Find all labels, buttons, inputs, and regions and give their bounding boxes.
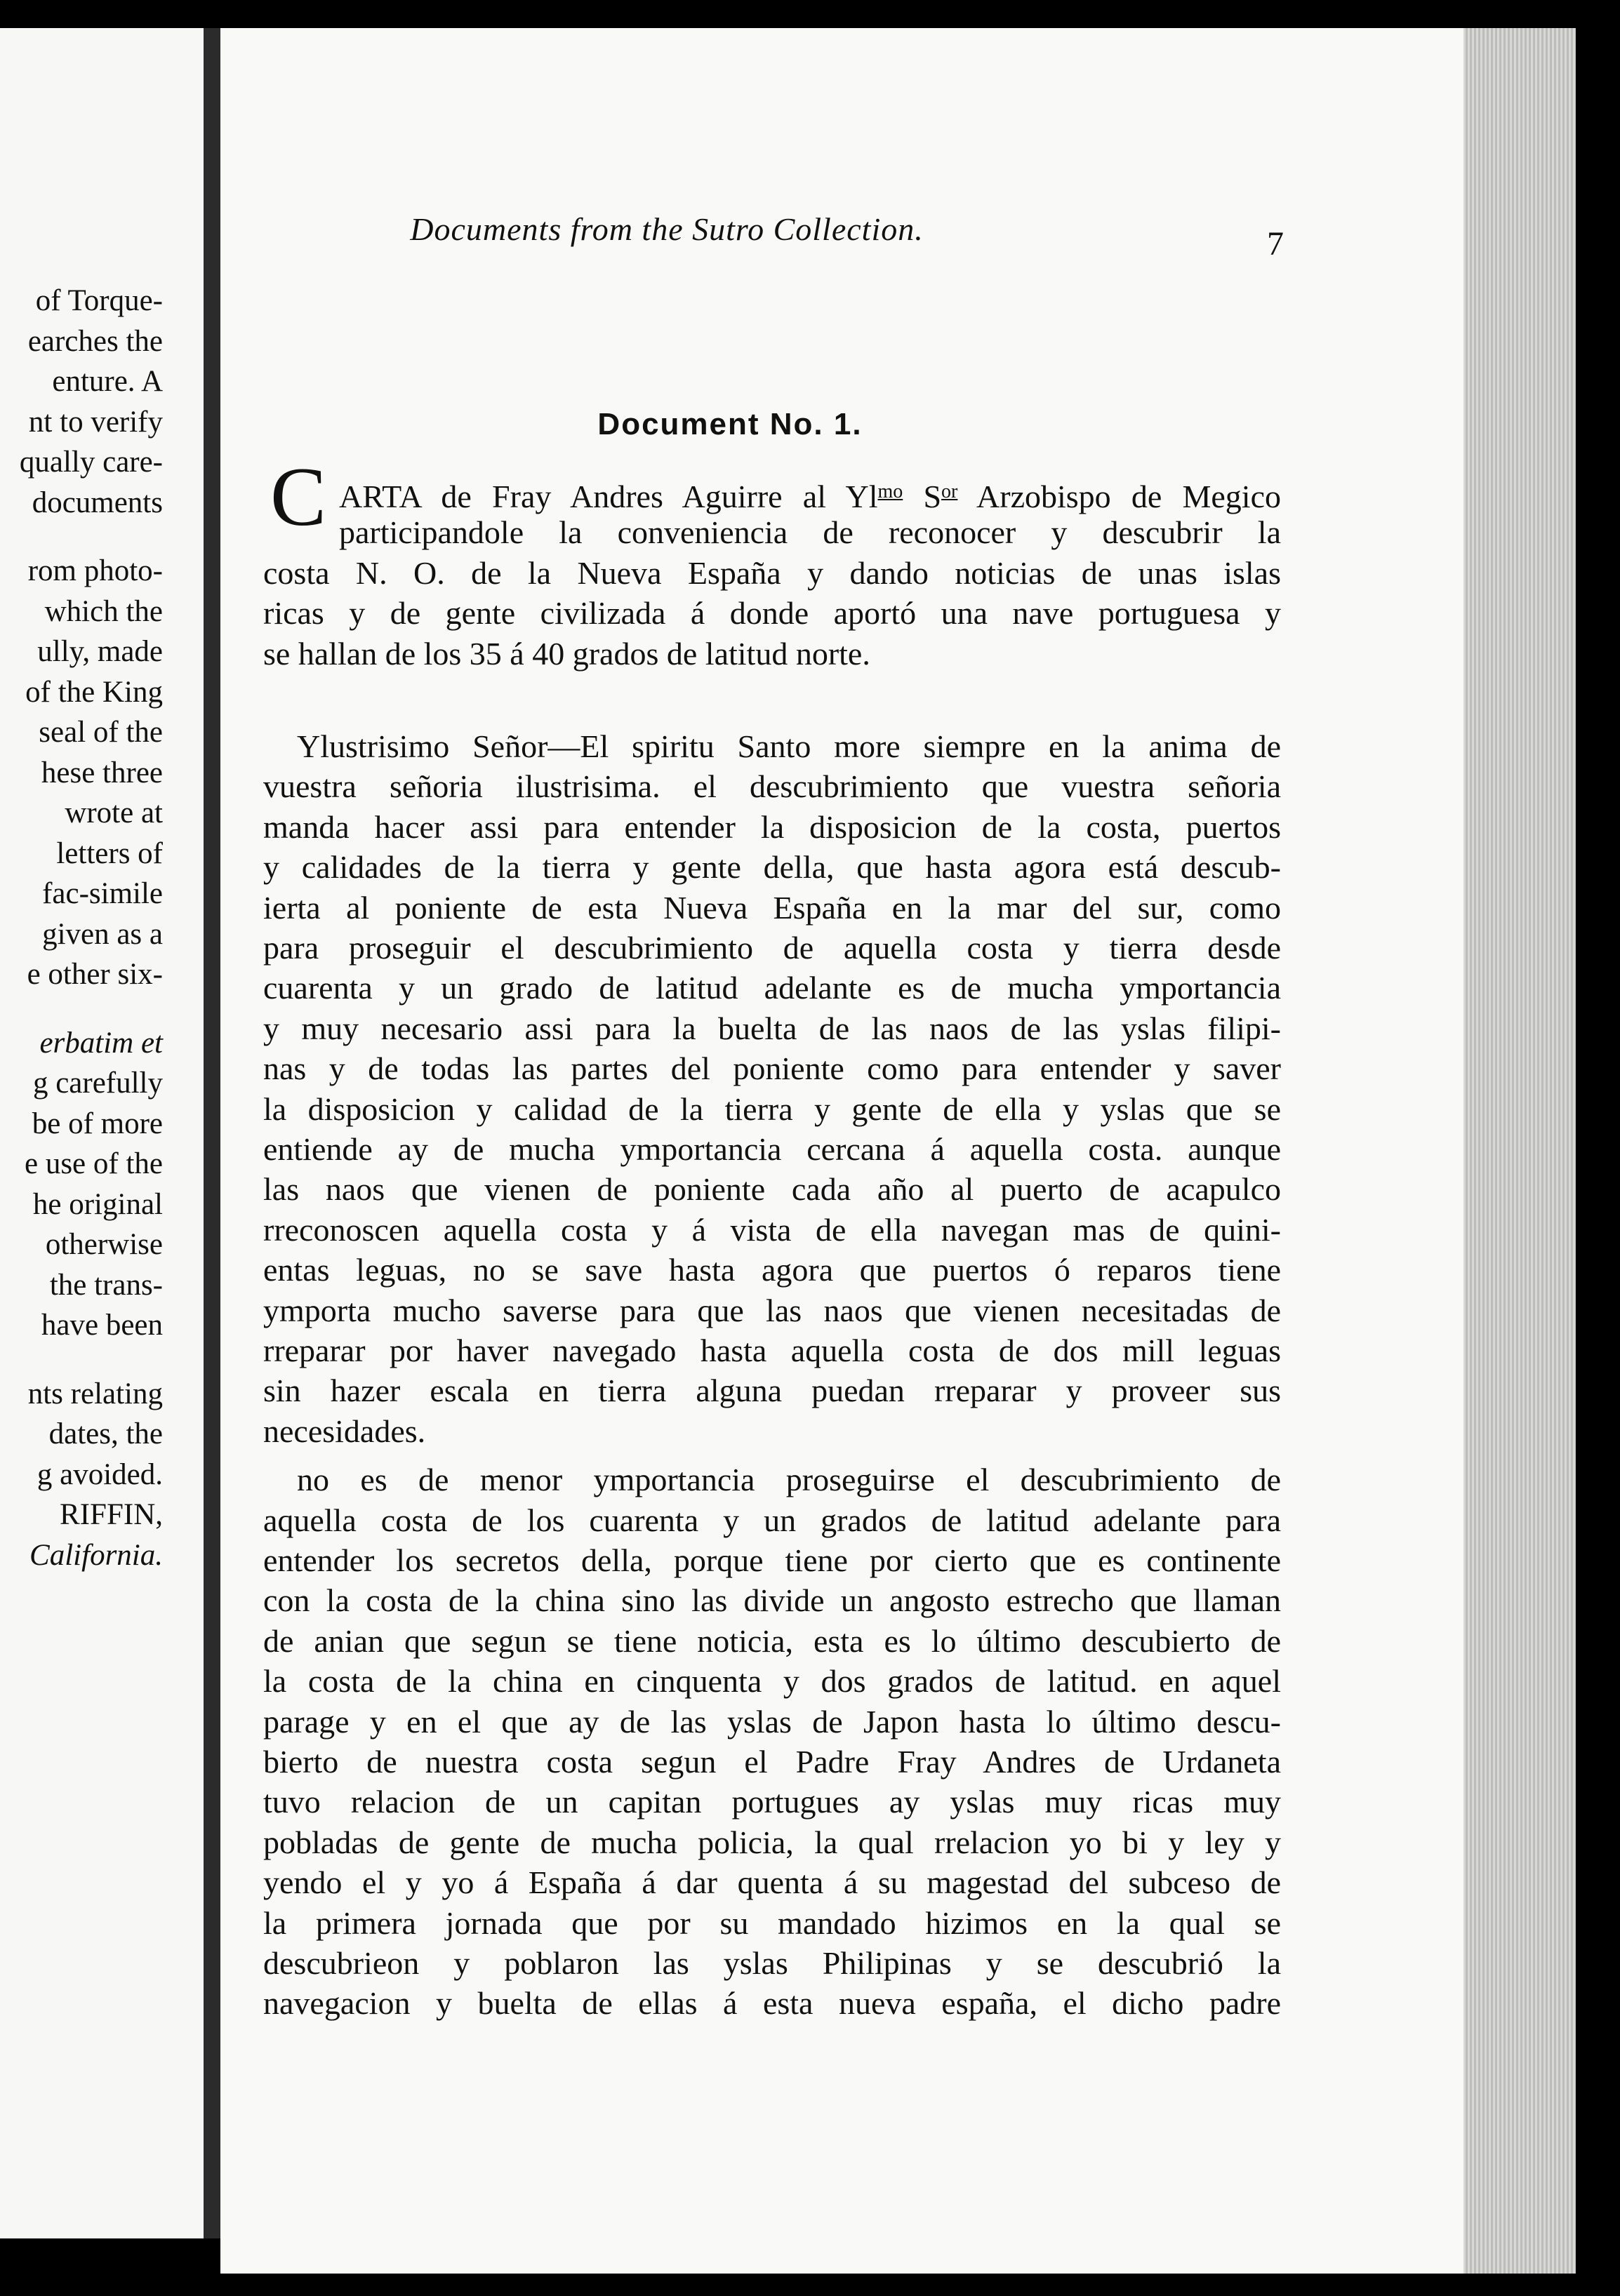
summary-line: participandole la conveniencia de reconocer y descubrir la: [339, 514, 1281, 550]
body-line: de anian que segun se tiene noticia, esta es lo último descubierto de: [263, 1622, 1281, 1659]
summary-first-line: [339, 472, 1281, 517]
left-page-line: e other six-: [27, 958, 163, 991]
body-line: con la costa de la china sino las divide un angosto estrecho que llaman: [263, 1582, 1281, 1619]
left-page-line: wrote at: [65, 796, 163, 829]
superscript-mo: mo: [877, 481, 903, 502]
left-page-line: letters of: [56, 836, 163, 870]
body-line: necesidades.: [263, 1413, 426, 1449]
left-page-line: which the: [44, 594, 163, 628]
document-title: Document No. 1.: [597, 407, 863, 441]
page-edge-shadow: [1576, 28, 1620, 2296]
body-line: sin hazer escala en tierra alguna puedan rreparar y proveer sus: [263, 1373, 1281, 1409]
page-edges: [1463, 28, 1583, 2274]
left-page-line: otherwise: [45, 1228, 163, 1261]
left-page-line: RIFFIN,: [60, 1498, 163, 1531]
left-facing-page: [0, 28, 204, 2238]
body-line: aquella costa de los cuarenta y un grados de latitud adelante para: [263, 1502, 1281, 1538]
body-line: pobladas de gente de mucha policia, la qual rrelacion yo bi y ley y: [263, 1824, 1281, 1860]
left-page-line: ully, made: [37, 635, 163, 668]
body-line: y calidades de la tierra y gente della, que hasta agora está descub-: [263, 849, 1281, 886]
body-line: ierta al poniente de esta Nueva España en la mar del sur, como: [263, 889, 1281, 926]
body-line: ymporta mucho saverse para que las naos que vienen necesitadas de: [263, 1292, 1281, 1328]
body-line: la disposicion y calidad de la tierra y gente de ella y yslas que se: [263, 1090, 1281, 1127]
left-page-line: given as a: [42, 917, 163, 951]
body-line: nas y de todas las partes del poniente como para entender y saver: [263, 1050, 1281, 1087]
body-line: tuvo relacion de un capitan portugues ay yslas muy ricas muy: [263, 1784, 1281, 1820]
left-page-line: of Torque-: [35, 284, 163, 317]
body-line: y muy necesario assi para la buelta de las naos de las yslas filipi-: [263, 1010, 1281, 1046]
summary-first-line-mid: S: [903, 479, 942, 514]
running-head: Documents from the Sutro Collection.: [410, 211, 924, 247]
summary-line: ricas y de gente civilizada á donde aportó una nave portuguesa y: [263, 595, 1281, 631]
left-page-line: be of more: [32, 1107, 163, 1140]
body-line: las naos que vienen de poniente cada año al puerto de acapulco: [263, 1171, 1281, 1208]
left-page-line: g avoided.: [36, 1457, 163, 1491]
left-page-line: seal of the: [39, 716, 163, 749]
body-line: manda hacer assi para entender la disposicion de la costa, puertos: [263, 808, 1281, 845]
left-page-line: nt to verify: [28, 405, 163, 439]
body-line: entiende ay de mucha ymportancia cercana á aquella costa. aunque: [263, 1131, 1281, 1167]
left-page-line: erbatim et: [39, 1026, 163, 1060]
left-page-line: fac-simile: [42, 877, 163, 910]
left-page-line: documents: [32, 486, 163, 519]
body-line: entas leguas, no se save hasta agora que puertos ó reparos tiene: [263, 1252, 1281, 1288]
left-page-line: nts relating: [27, 1377, 163, 1410]
body-line: bierto de nuestra costa segun el Padre Fray Andres de Urdaneta: [263, 1744, 1281, 1780]
body-line: la primera jornada que por su mandado hizimos en la qual se: [263, 1904, 1281, 1941]
left-page-line: g carefully: [32, 1067, 163, 1100]
left-page-line: dates, the: [48, 1417, 163, 1450]
summary-line: se hallan de los 35 á 40 grados de latitud norte.: [263, 635, 870, 672]
body-line: no es de menor ymportancia proseguirse el descubrimiento de: [297, 1462, 1281, 1498]
left-page-line: California.: [29, 1538, 163, 1572]
body-line: para proseguir el descubrimiento de aquella costa y tierra desde: [263, 930, 1281, 966]
left-page-line: earches the: [27, 324, 163, 358]
body-line: entender los secretos della, porque tiene por cierto que es continente: [263, 1542, 1281, 1578]
superscript-or: or: [941, 481, 958, 502]
left-page-line: he original: [32, 1187, 163, 1221]
left-page-line: e use of the: [24, 1147, 163, 1180]
body-line: rreconoscen aquella costa y á vista de ella navegan mas de quini-: [263, 1211, 1281, 1248]
left-page-line: have been: [41, 1309, 163, 1342]
body-line: yendo el y yo á España á dar quenta á su magestad del subceso de: [263, 1864, 1281, 1901]
left-page-line: hese three: [41, 756, 163, 789]
body-line: navegacion y buelta de ellas á esta nueva españa, el dicho padre: [263, 1985, 1281, 2022]
left-page-line: of the King: [25, 675, 163, 709]
body-line: cuarenta y un grado de latitud adelante es de mucha ymportancia: [263, 970, 1281, 1006]
body-line: rreparar por haver navegado hasta aquella costa de dos mill leguas: [263, 1333, 1281, 1368]
body-line: descubrieon y poblaron las yslas Philipinas y se descubrió la: [263, 1945, 1281, 1981]
body-line: vuestra señoria ilustrisima. el descubrimiento que vuestra señoria: [263, 768, 1281, 805]
book-gutter: [204, 28, 220, 2238]
body-line: Ylustrisimo Señor—El spiritu Santo more siempre en la anima de: [297, 728, 1281, 764]
page-number: 7: [1267, 225, 1284, 262]
left-page-line: enture. A: [52, 365, 163, 398]
body-line: la costa de la china en cinquenta y dos grados de latitud. en aquel: [263, 1663, 1281, 1700]
left-page-line: rom photo-: [27, 554, 163, 587]
drop-cap: C: [270, 450, 327, 543]
summary-line: costa N. O. de la Nueva España y dando noticias de unas islas: [263, 554, 1281, 591]
left-page-line: qually care-: [19, 446, 163, 479]
body-line: parage y en el que ay de las yslas de Japon hasta lo último descu-: [263, 1703, 1281, 1740]
left-page-line: the trans-: [49, 1268, 163, 1302]
summary-first-line-end: Arzobispo de Megico: [957, 479, 1281, 514]
summary-first-line-text: ARTA de Fray Andres Aguirre al Yl: [339, 479, 878, 514]
